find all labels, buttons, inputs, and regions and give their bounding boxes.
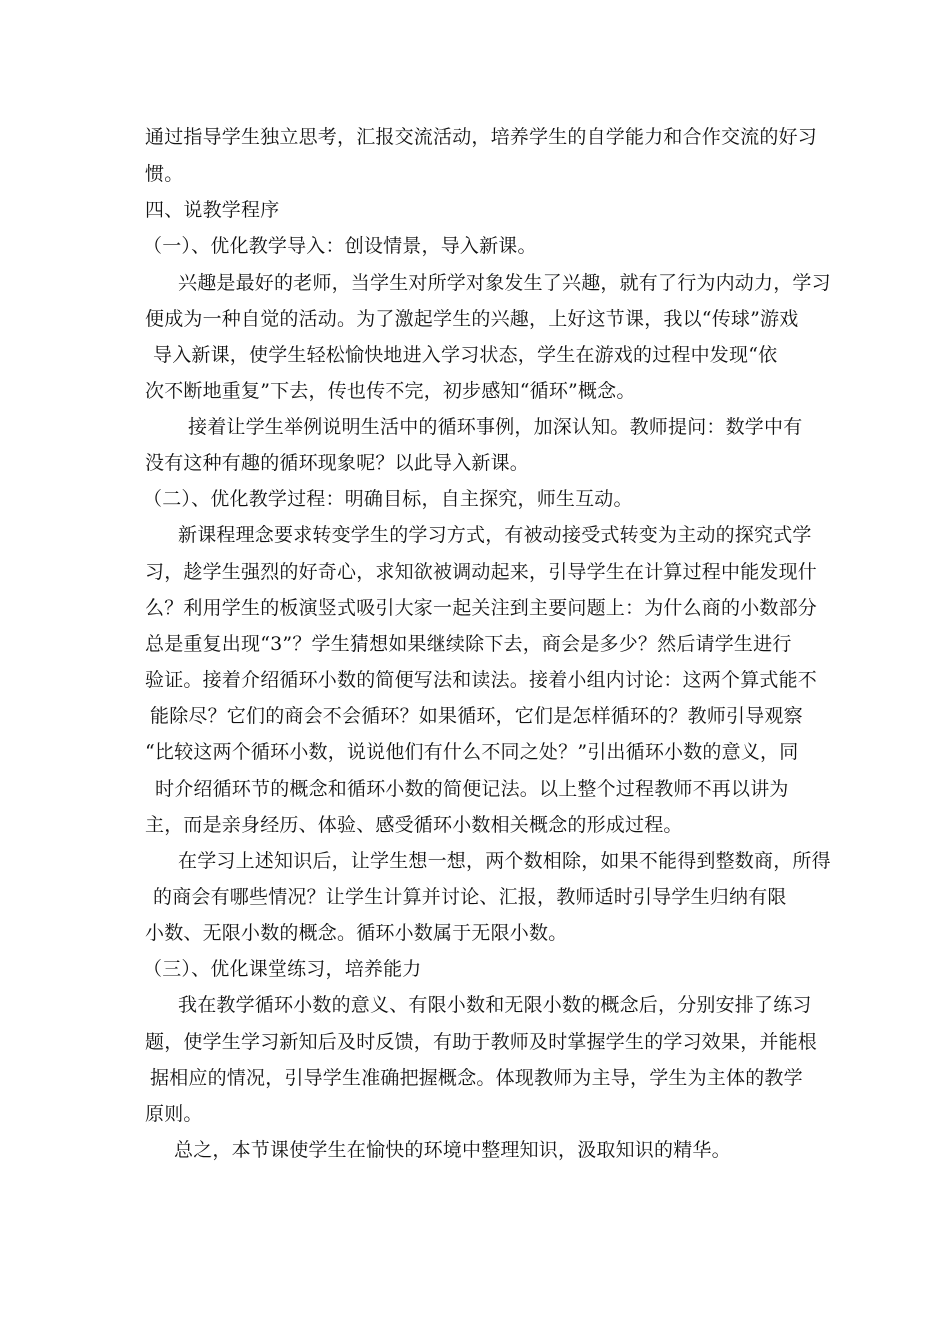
text-line: 次不断地重复”下去，传也传不完，初步感知“循环”概念。 xyxy=(145,380,636,402)
subsection-heading: （二）、优化教学过程：明确目标，自主探究，师生互动。 xyxy=(143,488,633,510)
text-line: 惯。 xyxy=(145,163,184,185)
text-line: 没有这种有趣的循环现象呢？以此导入新课。 xyxy=(145,452,530,474)
text-line: 题，使学生学习新知后及时反馈，有助于教师及时掌握学生的学习效果，并能根 xyxy=(145,1031,818,1053)
text-line: 小数、无限小数的概念。循环小数属于无限小数。 xyxy=(145,922,568,944)
text-line: 导入新课，使学生轻松愉快地进入学习状态，学生在游戏的过程中发现“依 xyxy=(153,344,778,366)
text-line: 验证。接着介绍循环小数的简便写法和读法。接着小组内讨论：这两个算式能不 xyxy=(145,669,818,691)
subsection-heading: （一）、优化教学导入：创设情景，导入新课。 xyxy=(143,235,537,257)
text-line: 总是重复出现“3”？学生猜想如果继续除下去，商会是多少？然后请学生进行 xyxy=(145,633,792,655)
text-line: 时介绍循环节的概念和循环小数的简便记法。以上整个过程教师不再以讲为 xyxy=(155,778,789,800)
text-line: 据相应的情况，引导学生准确把握概念。体现教师为主导，学生为主体的教学 xyxy=(150,1067,803,1089)
text-line: 么？利用学生的板演竖式吸引大家一起关注到主要问题上：为什么商的小数部分 xyxy=(145,597,818,619)
section-heading: 四、说教学程序 xyxy=(145,199,280,221)
text-line: 原则。 xyxy=(145,1103,203,1125)
text-line: 在学习上述知识后，让学生想一想，两个数相除，如果不能得到整数商，所得 xyxy=(178,850,831,872)
text-line: 的商会有哪些情况？让学生计算并讨论、汇报，教师适时引导学生归纳有限 xyxy=(153,886,787,908)
text-line: 习，趁学生强烈的好奇心，求知欲被调动起来，引导学生在计算过程中能发现什 xyxy=(145,561,818,583)
text-line: 能除尽？它们的商会不会循环？如果循环，它们是怎样循环的？教师引导观察 xyxy=(150,705,803,727)
subsection-heading: （三）、优化课堂练习，培养能力 xyxy=(143,958,422,980)
text-line: 总之，本节课使学生在愉快的环境中整理知识，汲取知识的精华。 xyxy=(174,1139,731,1161)
text-line: 新课程理念要求转变学生的学习方式，有被动接受式转变为主动的探究式学 xyxy=(178,524,812,546)
text-line: 我在教学循环小数的意义、有限小数和无限小数的概念后，分别安排了练习 xyxy=(178,994,812,1016)
text-line: 兴趣是最好的老师，当学生对所学对象发生了兴趣，就有了行为内动力，学习 xyxy=(178,272,831,294)
text-line: 主，而是亲身经历、体验、感受循环小数相关概念的形成过程。 xyxy=(145,814,683,836)
text-line: 便成为一种自觉的活动。为了激起学生的兴趣，上好这节课，我以“传球”游戏 xyxy=(145,308,799,330)
text-line: “比较这两个循环小数，说说他们有什么不同之处？”引出循环小数的意义，同 xyxy=(145,741,799,763)
text-line: 接着让学生举例说明生活中的循环事例，加深认知。教师提问：数学中有 xyxy=(188,416,803,438)
text-line: 通过指导学生独立思考，汇报交流活动，培养学生的自学能力和合作交流的好习 xyxy=(145,126,818,148)
